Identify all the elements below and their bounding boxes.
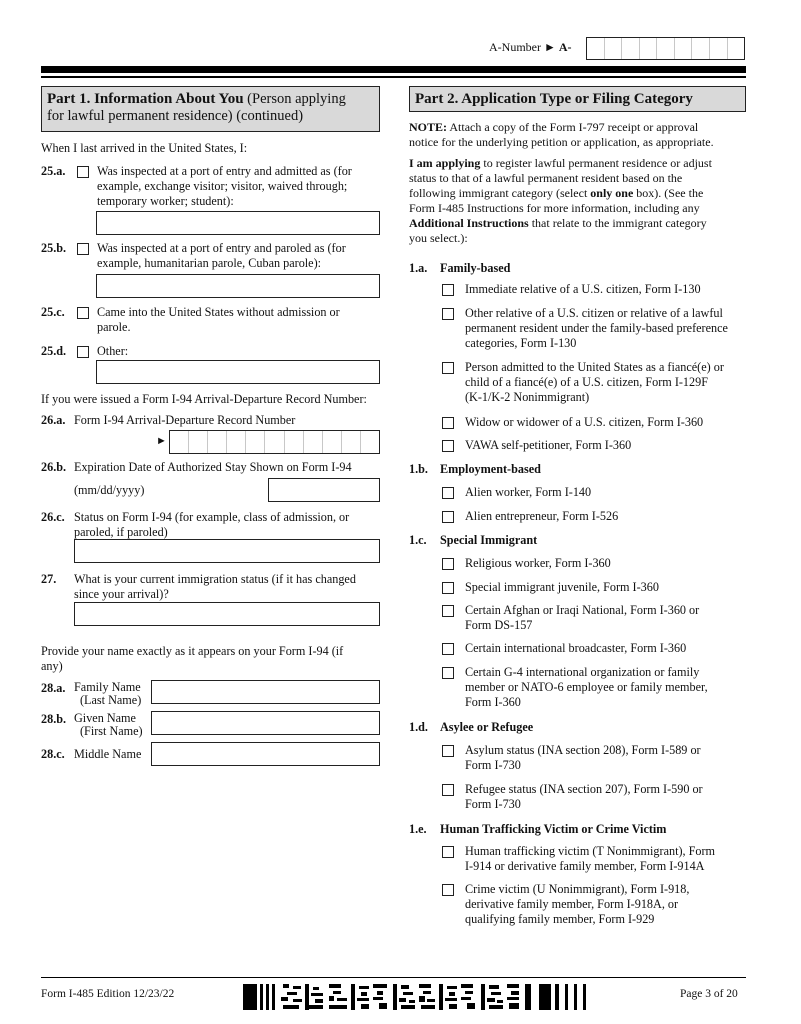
header-rule xyxy=(41,66,746,73)
s1d-o1-label: Asylum status (INA section 208), Form I-589 or Form I-730 xyxy=(465,743,701,772)
a-number-input[interactable] xyxy=(586,37,745,60)
q25d-input[interactable] xyxy=(96,360,380,384)
s1a-o1-checkbox[interactable] xyxy=(442,284,454,296)
s1b-number: 1.b. xyxy=(409,462,428,476)
name-intro: Provide your name exactly as it appears on your Form I-94 (if any) xyxy=(41,644,344,673)
s1a-number: 1.a. xyxy=(409,261,428,275)
q27-label: What is your current immigration status (if it has changed since your arrival)? xyxy=(74,572,356,601)
s1a-o1-label: Immediate relative of a U.S. citizen, Form I-130 xyxy=(465,282,701,296)
barcode-icon xyxy=(243,984,598,1010)
s1c-o5-checkbox[interactable] xyxy=(442,667,454,679)
s1d-title: Asylee or Refugee xyxy=(440,720,534,734)
s1a-o3-label: Person admitted to the United States as a fiancé(e) or child of a fiancé(e) of a U.S. citizen, Form I-129F (K-1/K-2 Nonimmigrant) xyxy=(465,360,724,404)
q25b-checkbox[interactable] xyxy=(77,243,89,255)
footer-page-number: Page 3 of 20 xyxy=(680,988,738,1000)
s1b-title: Employment-based xyxy=(440,462,541,476)
q25d-label: Other: xyxy=(97,344,129,358)
s1b-o1-checkbox[interactable] xyxy=(442,487,454,499)
q25d-checkbox[interactable] xyxy=(77,346,89,358)
s1c-o2-label: Special immigrant juvenile, Form I-360 xyxy=(465,580,659,594)
q25a-checkbox[interactable] xyxy=(77,166,89,178)
q26a-number: 26.a. xyxy=(41,413,66,427)
q25b-input[interactable] xyxy=(96,274,380,298)
q26b-label: Expiration Date of Authorized Stay Shown on Form I-94 xyxy=(74,460,352,474)
part2-note: NOTE: Attach a copy of the Form I-797 receipt or approval notice for the underlying petition or application, as appropriate. xyxy=(409,120,714,149)
immigration-status-input[interactable] xyxy=(74,602,380,626)
q27-number: 27. xyxy=(41,572,57,586)
s1a-o5-label: VAWA self-petitioner, Form I-360 xyxy=(465,438,632,452)
s1e-o1-checkbox[interactable] xyxy=(442,846,454,858)
q28c-label: Middle Name xyxy=(74,747,142,761)
s1d-o1-checkbox[interactable] xyxy=(442,745,454,757)
s1e-o1-label: Human trafficking victim (T Nonimmigrant), Form I-914 or derivative family member, Form I-914A xyxy=(465,844,716,873)
s1e-number: 1.e. xyxy=(409,822,427,836)
q26c-label: Status on Form I-94 (for example, class of admission, or paroled, if paroled) xyxy=(74,510,350,539)
s1c-o3-checkbox[interactable] xyxy=(442,605,454,617)
q28b-number: 28.b. xyxy=(41,712,67,726)
s1e-o2-label: Crime victim (U Nonimmigrant), Form I-918, derivative family member, Form I-918A, or qualifying family member, Form I-929 xyxy=(465,882,690,926)
s1a-o2-label: Other relative of a U.S. citizen or relative of a lawful permanent resident under the family-based preference categories, Form I-130 xyxy=(465,306,728,350)
s1d-o2-checkbox[interactable] xyxy=(442,784,454,796)
q26a-label: Form I-94 Arrival-Departure Record Number xyxy=(74,413,296,427)
s1c-o1-checkbox[interactable] xyxy=(442,558,454,570)
q25d-number: 25.d. xyxy=(41,344,67,358)
s1a-o5-checkbox[interactable] xyxy=(442,440,454,452)
q25a-input[interactable] xyxy=(96,211,380,235)
q28c-number: 28.c. xyxy=(41,747,65,761)
q26b-format: (mm/dd/yyyy) xyxy=(74,483,145,497)
s1c-o4-label: Certain international broadcaster, Form I-360 xyxy=(465,641,687,655)
s1d-o2-label: Refugee status (INA section 207), Form I-590 or Form I-730 xyxy=(465,782,703,811)
s1c-title: Special Immigrant xyxy=(440,533,538,547)
s1c-o3-label: Certain Afghan or Iraqi National, Form I-360 or Form DS-157 xyxy=(465,603,700,632)
q25c-number: 25.c. xyxy=(41,305,65,319)
footer-form-edition: Form I-485 Edition 12/23/22 xyxy=(41,988,175,1000)
s1b-o2-checkbox[interactable] xyxy=(442,511,454,523)
s1a-o4-label: Widow or widower of a U.S. citizen, Form I-360 xyxy=(465,415,704,429)
q25b-label: Was inspected at a port of entry and paroled as (for example, humanitarian parole, Cuban parole): xyxy=(97,241,346,270)
s1b-o1-label: Alien worker, Form I-140 xyxy=(465,485,592,499)
part1-header: Part 1. Information About You (Person applying for lawful permanent residence) (continued) xyxy=(41,86,380,132)
s1c-o4-checkbox[interactable] xyxy=(442,643,454,655)
s1e-title: Human Trafficking Victim or Crime Victim xyxy=(440,822,667,836)
family-name-input[interactable] xyxy=(151,680,380,704)
s1a-o3-checkbox[interactable] xyxy=(442,362,454,374)
q25b-number: 25.b. xyxy=(41,241,67,255)
s1c-o2-checkbox[interactable] xyxy=(442,582,454,594)
q25a-number: 25.a. xyxy=(41,164,66,178)
s1d-number: 1.d. xyxy=(409,720,428,734)
i94-status-input[interactable] xyxy=(74,539,380,563)
arrow-icon: ► xyxy=(156,435,167,447)
q25a-label: Was inspected at a port of entry and admitted as (for example, exchange visitor; visitor, waived through; temporary worker; student): xyxy=(97,164,352,208)
s1b-o2-label: Alien entrepreneur, Form I-526 xyxy=(465,509,619,523)
s1c-o5-label: Certain G-4 international organization or family member or NATO-6 employee or family member, Form I-360 xyxy=(465,665,708,709)
s1e-o2-checkbox[interactable] xyxy=(442,884,454,896)
s1a-o4-checkbox[interactable] xyxy=(442,417,454,429)
q28a-number: 28.a. xyxy=(41,681,66,695)
i94-intro: If you were issued a Form I-94 Arrival-Departure Record Number: xyxy=(41,392,367,406)
footer-rule xyxy=(41,977,746,978)
s1a-title: Family-based xyxy=(440,261,511,275)
s1c-o1-label: Religious worker, Form I-360 xyxy=(465,556,611,570)
q26c-number: 26.c. xyxy=(41,510,65,524)
q25c-checkbox[interactable] xyxy=(77,307,89,319)
part2-header: Part 2. Application Type or Filing Category xyxy=(409,86,746,112)
q25c-label: Came into the United States without admission or parole. xyxy=(97,305,340,334)
s1c-number: 1.c. xyxy=(409,533,427,547)
given-name-input[interactable] xyxy=(151,711,380,735)
s1a-o2-checkbox[interactable] xyxy=(442,308,454,320)
expiration-date-input[interactable] xyxy=(268,478,380,502)
q26b-number: 26.b. xyxy=(41,460,67,474)
part2-instructions: I am applying to register lawful permanent residence or adjust status to that of a lawful permanent resident based on the following immigrant category (select only one box). (See the Form I-485 Instructions for more information, including any Additional Instructions that relate to the immigrant category you select.): xyxy=(409,156,712,245)
a-number-label: A-Number ► A- xyxy=(489,40,572,54)
header-rule-thin xyxy=(41,76,746,78)
middle-name-input[interactable] xyxy=(151,742,380,766)
q28a-label: Family Name (Last Name) xyxy=(74,680,142,707)
q28b-label: Given Name (First Name) xyxy=(74,711,143,738)
i94-number-input[interactable] xyxy=(169,430,380,454)
part1-intro: When I last arrived in the United States, I: xyxy=(41,141,248,155)
